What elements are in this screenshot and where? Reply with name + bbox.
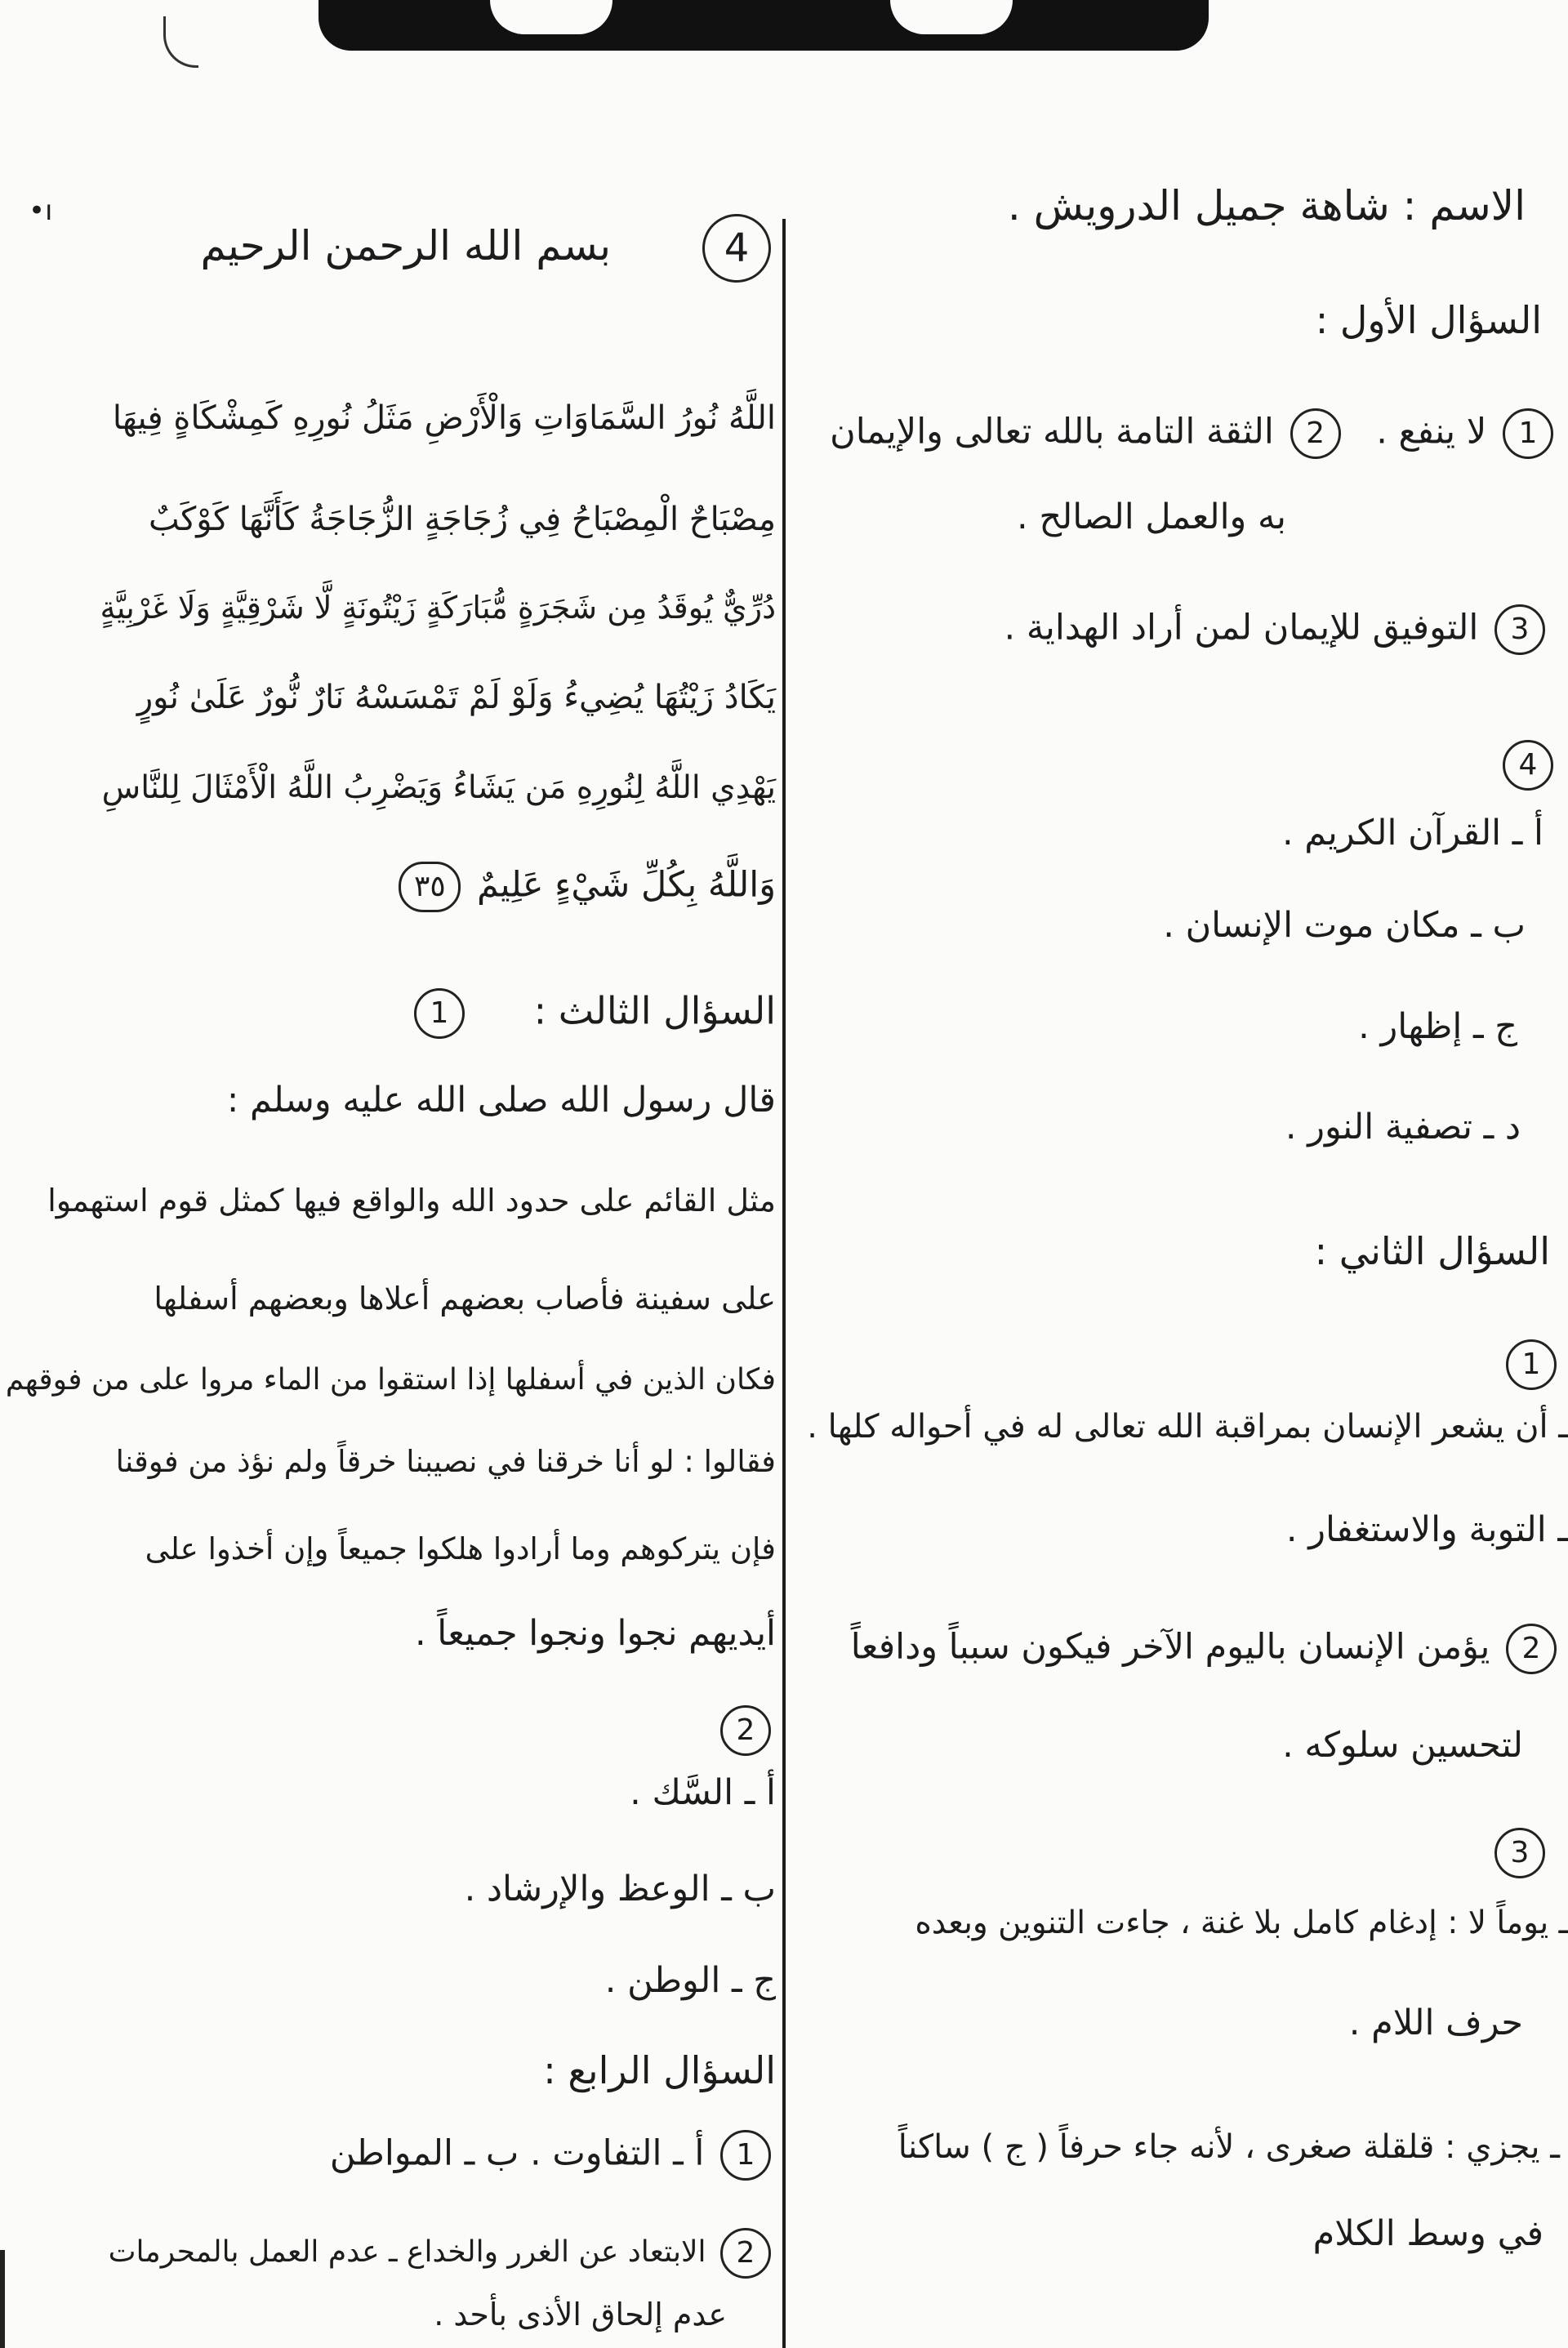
student-name-line: الاسم : شاهة جميل الدرويش . [1007,182,1526,229]
q1-answer-4-number [1498,740,1558,791]
answer-number-badge: 3 [1494,604,1545,655]
q2-answer-2-continuation: لتحسين سلوكه . [1282,1725,1523,1766]
question-3-heading-line [409,988,776,1039]
verse-number-badge: ٣٥ [399,862,461,912]
verse-line: يَكَادُ زَيْتُهَا يُضِيءُ وَلَوْ لَمْ تَمْسَسْهُ نَارٌ نُّورٌ عَلَىٰ نُورٍ [136,679,776,716]
verse-line: وَاللَّهُ بِكُلِّ شَيْءٍ عَلِيمٌ [477,864,776,906]
question-number-badge: 4 [702,214,771,283]
q1-answer-4-b: ب ـ مكان موت الإنسان . [1163,905,1526,946]
q1-answer-2-text: الثقة التامة بالله تعالى والإيمان [830,411,1274,452]
q2-answer-3-text: ـ يوماً لا : إدغام كامل بلا غنة ، جاءت التنوين وبعده [915,1905,1568,1941]
q2-answer-2-text: يؤمن الإنسان باليوم الآخر فيكون سبباً ودافعاً [850,1626,1490,1668]
stray-mark: •ı [29,194,53,227]
hadith-line: فإن يتركوهم وما أرادوا هلكوا جميعاً وإن أخذوا على [145,1531,776,1566]
q4-answer-2-continuation: عدم إلحاق الأذى بأحد . [434,2297,727,2332]
q1-answer-2-continuation: به والعمل الصالح . [1017,497,1286,537]
answer-number-badge: 1 [414,988,465,1039]
basmala: بسم الله الرحمن الرحيم [200,221,612,270]
paper-edge-mark [0,2250,5,2348]
verse-line: مِصْبَاحٌ الْمِصْبَاحُ فِي زُجَاجَةٍ الزُّجَاجَةُ كَأَنَّهَا كَوْكَبٌ [148,501,776,538]
q1-answer-1-text: لا ينفع . [1376,411,1487,452]
q3-answer-2-c: ج ـ الوطن . [604,1960,776,2001]
q3-answer-2-a: أ ـ السَّك . [630,1772,776,1813]
verse-line-last [394,862,776,912]
column-divider [782,219,786,2348]
q2-answer-1-text: ـ أن يشعر الإنسان بمراقبة الله تعالى له في أحواله كلها . [807,1408,1568,1446]
hadith-intro: قال رسول الله صلى الله عليه وسلم : [226,1080,776,1121]
hadith-line: فقالوا : لو أنا خرقنا في نصيبنا خرقاً ولم نؤذ من فوقنا [115,1444,776,1479]
verse-line: اللَّهُ نُورُ السَّمَاوَاتِ وَالْأَرْضِ مَثَلُ نُورِهِ كَمِشْكَاةٍ فِيهَا [112,399,776,437]
q2-answer-3-b-continuation: في وسط الكلام [1312,2213,1544,2254]
question-1-heading: السؤال الأول : [1315,298,1542,342]
q2-answer-1-number [1501,1339,1561,1390]
q4-answer-2-text: الابتعاد عن الغرر والخداع ـ عدم العمل بالمحرمات [108,2235,706,2269]
question-3-heading: السؤال الثالث : [533,988,776,1033]
verse-line: يَهْدِي اللَّهُ لِنُورِهِ مَن يَشَاءُ وَيَضْرِبُ اللَّهُ الْأَمْثَالَ لِلنَّاسِ [101,769,776,806]
q4-answer-2 [109,2228,776,2279]
q1-answer-3-text: التوفيق للإيمان لمن أراد الهداية . [1004,607,1479,648]
hadith-line: مثل القائم على حدود الله والواقع فيها كمثل قوم استهموا [47,1183,776,1219]
answer-number-badge: 2 [1290,408,1341,459]
hadith-line: أيديهم نجوا ونجوا جميعاً . [414,1613,776,1654]
answer-number-badge: 3 [1494,1828,1545,1878]
q1-answer-4-d: د ـ تصفية النور . [1285,1107,1521,1147]
answer-number-badge: 2 [720,1705,771,1756]
q2-answer-3-b: ـ يجزي : قلقلة صغرى ، لأنه جاء حرفاً ( ج ) ساكناً [898,2128,1560,2166]
q3-answer-2-b: ب ـ الوعظ والإرشاد . [464,1869,776,1909]
q2-answer-3-continuation: حرف اللام . [1348,2003,1523,2043]
q4-answer-1-text: أ ـ التفاوت . ب ـ المواطن [329,2132,705,2174]
hadith-line: فكان الذين في أسفلها إذا استقوا من الماء مروا على من فوقهم [5,1363,776,1397]
question-4-heading: السؤال الرابع : [543,2048,776,2092]
answer-number-badge: 4 [1503,740,1553,791]
answer-number-badge: 1 [1503,408,1553,459]
verse-line: دُرِّيٌّ يُوقَدُ مِن شَجَرَةٍ مُّبَارَكَةٍ زَيْتُونَةٍ لَّا شَرْقِيَّةٍ وَلَا غَرْبِيَّةٍ [100,590,776,626]
answer-number-badge: 1 [1506,1339,1557,1390]
q1-answer-3 [1004,604,1551,655]
basmala-line [201,214,776,283]
left-column [5,0,776,2348]
q4-answer-1 [330,2130,776,2181]
q1-answer-4-a: أ ـ القرآن الكريم . [1281,813,1544,853]
answer-number-badge: 1 [720,2130,771,2181]
hadith-line: على سفينة فأصاب بعضهم أعلاها وبعضهم أسفلها [154,1281,776,1317]
q1-answer-1 [830,408,1558,459]
q1-answer-4-c: ج ـ إظهار . [1358,1006,1517,1047]
right-column [796,0,1568,2348]
q2-answer-2 [851,1624,1561,1674]
answer-number-badge: 2 [720,2228,771,2279]
answer-number-badge: 2 [1506,1624,1557,1674]
question-2-heading: السؤال الثاني : [1314,1229,1550,1273]
q2-answer-1-b: ـ التوبة والاستغفار . [1285,1509,1568,1550]
q2-answer-3-number [1490,1828,1550,1878]
q3-answer-2-number [715,1705,776,1756]
